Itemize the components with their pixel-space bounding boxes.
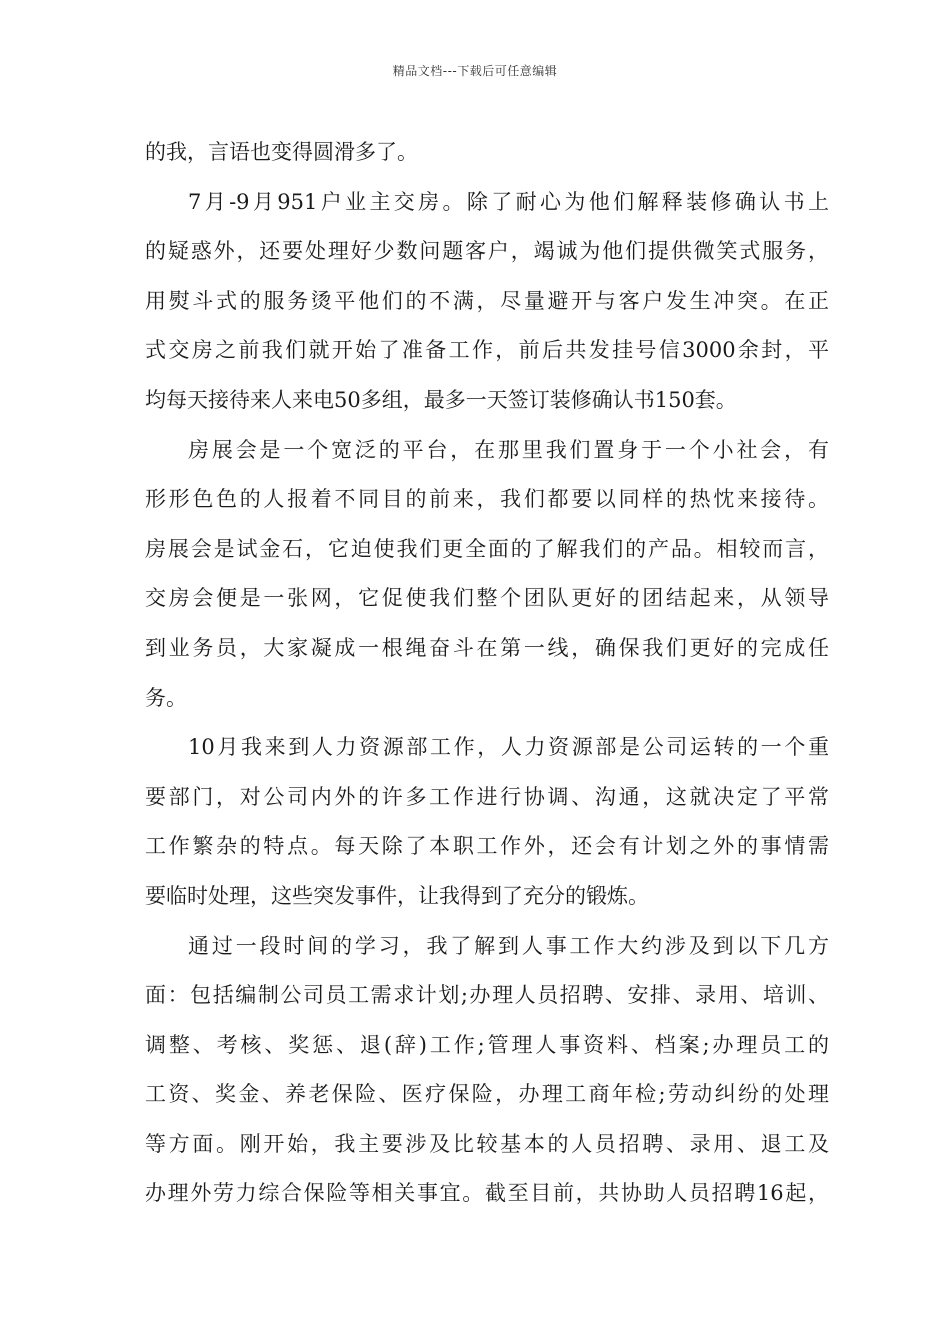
text-line: 房展会是一个宽泛的平台，在那里我们置身于一个小社会，有 (188, 437, 829, 462)
text-line: 到业务员，大家凝成一根绳奋斗在第一线，确保我们更好的完成任 (145, 635, 829, 660)
paragraph (145, 922, 829, 1220)
text-line: 要临时处理，这些突发事件，让我得到了充分的锻炼。 (145, 883, 649, 908)
paragraph (145, 723, 829, 921)
text-line: 通过一段时间的学习，我了解到人事工作大约涉及到以下几方 (188, 933, 829, 958)
text-line: 的疑惑外，还要处理好少数问题客户，竭诚为他们提供微笑式服务， (145, 239, 829, 264)
text-line: 等方面。刚开始，我主要涉及比较基本的人员招聘、录用、退工及 (145, 1131, 829, 1156)
text-line: 交房会便是一张网，它促使我们整个团队更好的团结起来，从领导 (145, 586, 829, 611)
text-line: 务。 (145, 685, 187, 710)
text-line: 房展会是试金石，它迫使我们更全面的了解我们的产品。相较而言， (145, 536, 829, 561)
paragraph (145, 128, 829, 178)
text-line: 7月-9月951户业主交房。除了耐心为他们解释装修确认书上 (188, 189, 829, 214)
text-line: 均每天接待来人来电50多组，最多一天签订装修确认书150套。 (145, 387, 737, 412)
text-line: 工资、奖金、养老保险、医疗保险，办理工商年检;劳动纠纷的处理 (145, 1082, 829, 1107)
paragraph (145, 178, 829, 426)
paragraph (145, 426, 829, 724)
text-line: 形形色色的人报着不同目的前来，我们都要以同样的热忱来接待。 (145, 487, 829, 512)
text-line: 式交房之前我们就开始了准备工作，前后共发挂号信3000余封，平 (145, 338, 829, 363)
text-line: 的我，言语也变得圆滑多了。 (145, 140, 418, 164)
text-line: 用熨斗式的服务烫平他们的不满，尽量避开与客户发生冲突。在正 (145, 288, 829, 313)
text-line: 调整、考核、奖惩、退(辞)工作;管理人事资料、档案;办理员工的 (145, 1032, 829, 1057)
text-line: 10月我来到人力资源部工作，人力资源部是公司运转的一个重 (188, 735, 829, 760)
text-line: 工作繁杂的特点。每天除了本职工作外，还会有计划之外的事情需 (145, 834, 829, 859)
document-body (145, 128, 829, 1219)
page-header: 精品文档---下载后可任意编辑 (392, 64, 558, 78)
text-line: 面：包括编制公司员工需求计划;办理人员招聘、安排、录用、培训、 (145, 983, 829, 1008)
text-line: 办理外劳力综合保险等相关事宜。截至目前，共协助人员招聘16起， (145, 1181, 829, 1206)
text-line: 要部门，对公司内外的许多工作进行协调、沟通，这就决定了平常 (145, 784, 829, 809)
